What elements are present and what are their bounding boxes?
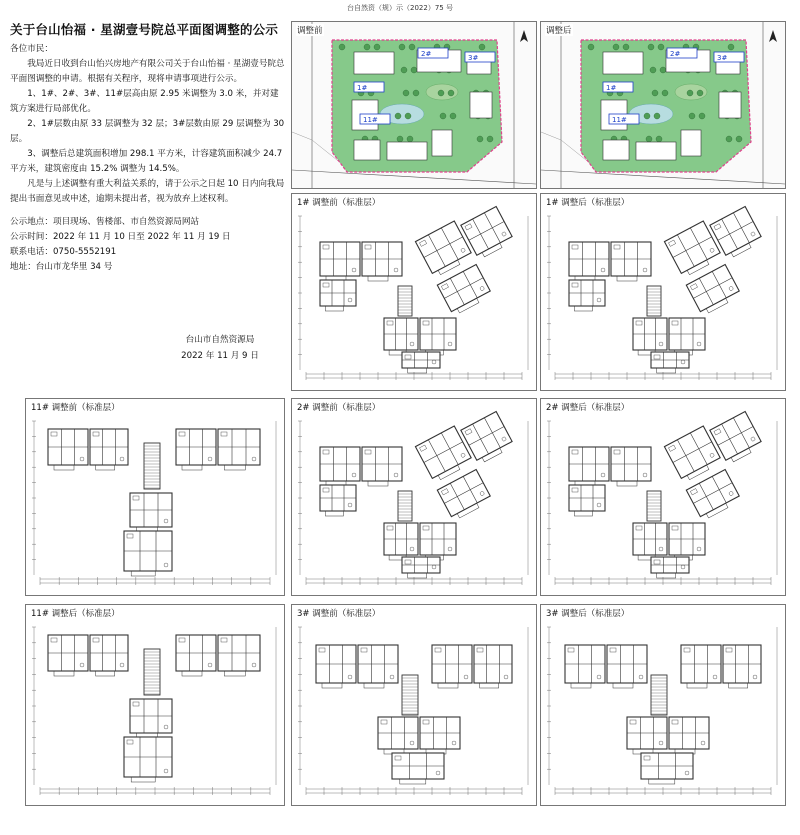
apartment-unit <box>362 447 402 486</box>
b11-after-panel <box>25 604 285 806</box>
stair-core <box>651 675 667 715</box>
site-building <box>603 52 643 74</box>
document-number: 台自然资（规）示（2022）75 号 <box>347 4 453 12</box>
notice-body <box>10 42 285 275</box>
notice-period: 公示时间：2022 年 11 月 10 日至 2022 年 11 月 19 日 <box>10 232 231 242</box>
site-plan-after-drawing <box>541 22 785 188</box>
stair-core <box>402 675 418 715</box>
apartment-unit <box>611 242 651 281</box>
item-2: 2、1#层数由原 33 层调整为 32 层；3#层数由原 29 层调整为 30 层。 <box>10 119 285 144</box>
item-1: 1、1#、2#、3#、11#层高由原 2.95 米调整为 3.0 米，并对建筑方案进行局部优化。 <box>10 89 279 114</box>
stair-core <box>398 491 412 521</box>
building-tag: 3# <box>717 54 728 62</box>
apartment-unit <box>669 318 705 355</box>
apartment-unit <box>402 557 440 578</box>
apartment-unit <box>565 645 605 688</box>
b3-before-label: 3# 调整前（标准层） <box>297 609 381 619</box>
building-tag: 1# <box>357 84 368 92</box>
contact-address: 地址：台山市龙华里 34 号 <box>10 262 113 272</box>
building-tag: 1# <box>606 84 617 92</box>
b3-before-panel <box>291 604 537 806</box>
site-building <box>432 130 452 156</box>
b2-before-panel <box>291 398 537 596</box>
signature-date: 2022 年 11 月 9 日 <box>181 351 259 361</box>
notice-title: 关于台山怡福 · 星湖壹号院总平面图调整的公示 <box>10 22 279 37</box>
apartment-unit <box>681 645 721 688</box>
contact-phone: 联系电话：0750-5552191 <box>10 247 117 257</box>
b11-before-label: 11# 调整前（标准层） <box>31 403 120 413</box>
b11-after-label: 11# 调整后（标准层） <box>31 609 120 619</box>
stair-core <box>144 443 160 489</box>
building-tag: 11# <box>612 116 627 124</box>
apartment-unit <box>124 737 172 782</box>
site-building <box>636 142 676 160</box>
site-building <box>603 140 629 160</box>
b2-after-floor-plan <box>541 399 785 595</box>
b3-after-floor-plan <box>541 605 785 805</box>
intro-paragraph: 我局近日收到台山怡兴房地产有限公司关于台山怡福 · 星湖壹号院总平面图调整的申请。根据有关程序，现将申请事项进行公示。 <box>10 59 285 84</box>
site-building <box>354 52 394 74</box>
apartment-unit <box>90 635 128 676</box>
apartment-unit <box>378 717 418 754</box>
apartment-unit <box>641 753 693 784</box>
apartment-unit <box>611 447 651 486</box>
apartment-unit <box>384 318 418 355</box>
apartment-unit <box>402 352 440 373</box>
apartment-unit <box>320 242 360 281</box>
signature-org: 台山市自然资源局 <box>185 335 255 345</box>
apartment-unit <box>130 699 172 738</box>
b1-before-panel <box>291 193 537 391</box>
apartment-unit <box>569 242 609 281</box>
stair-core <box>144 649 160 695</box>
b1-after-panel <box>540 193 786 391</box>
b11-after-floor-plan <box>26 605 284 805</box>
b3-after-label: 3# 调整后（标准层） <box>546 609 630 619</box>
building-tag: 3# <box>468 54 479 62</box>
apartment-unit <box>358 645 398 688</box>
apartment-unit <box>432 645 472 688</box>
apartment-unit <box>384 523 418 560</box>
b1-before-label: 1# 调整前（标准层） <box>297 198 381 208</box>
site-plan-after-label: 调整后 <box>546 26 572 36</box>
apartment-unit <box>176 429 216 470</box>
apartment-unit <box>320 280 356 311</box>
b2-after-panel <box>540 398 786 596</box>
stair-core <box>398 286 412 316</box>
stair-core <box>647 286 661 316</box>
site-building <box>387 142 427 160</box>
b1-after-label: 1# 调整后（标准层） <box>546 198 630 208</box>
apartment-unit <box>633 318 667 355</box>
apartment-unit <box>474 645 512 688</box>
apartment-unit <box>651 557 689 578</box>
building-tag: 2# <box>421 50 432 58</box>
b2-before-label: 2# 调整前（标准层） <box>297 403 381 413</box>
item-3: 3、调整后总建筑面积增加 298.1 平方米，计容建筑面积减少 24.7 平方米，建筑密度由 15.2% 调整为 14.5%。 <box>10 149 283 174</box>
b1-before-floor-plan <box>292 194 536 390</box>
apartment-unit <box>320 447 360 486</box>
apartment-unit <box>130 493 172 532</box>
site-plan-before-drawing <box>292 22 536 188</box>
b3-before-floor-plan <box>292 605 536 805</box>
b11-before-floor-plan <box>26 399 284 595</box>
apartment-unit <box>48 635 88 676</box>
site-plan-before-panel <box>291 21 537 189</box>
apartment-unit <box>420 523 456 560</box>
apartment-unit <box>420 717 460 754</box>
b1-after-floor-plan <box>541 194 785 390</box>
site-building <box>470 92 492 118</box>
apartment-unit <box>124 531 172 576</box>
apartment-unit <box>320 485 356 516</box>
apartment-unit <box>569 280 605 311</box>
apartment-unit <box>607 645 647 688</box>
b3-after-panel <box>540 604 786 806</box>
site-plan-after-panel <box>540 21 786 189</box>
notice-location: 公示地点：项目现场、售楼部、市自然资源局网站 <box>10 217 200 227</box>
apartment-unit <box>723 645 761 688</box>
site-building <box>681 130 701 156</box>
salutation: 各位市民： <box>10 44 53 54</box>
apartment-unit <box>569 447 609 486</box>
b2-before-floor-plan <box>292 399 536 595</box>
apartment-unit <box>362 242 402 281</box>
site-building <box>719 92 741 118</box>
building-tag: 11# <box>363 116 378 124</box>
apartment-unit <box>420 318 456 355</box>
apartment-unit <box>48 429 88 470</box>
site-plan-before-label: 调整前 <box>297 26 323 36</box>
apartment-unit <box>316 645 356 688</box>
apartment-unit <box>90 429 128 470</box>
b2-after-label: 2# 调整后（标准层） <box>546 403 630 413</box>
apartment-unit <box>392 753 444 784</box>
objection-paragraph: 凡是与上述调整有重大利益关系的，请于公示之日起 10 日内向我局提出书面意见或申述，逾期未提出者，视为放弃上述权利。 <box>10 179 285 204</box>
b11-before-panel <box>25 398 285 596</box>
apartment-unit <box>669 717 709 754</box>
apartment-unit <box>627 717 667 754</box>
apartment-unit <box>633 523 667 560</box>
apartment-unit <box>218 635 260 676</box>
building-tag: 2# <box>670 50 681 58</box>
apartment-unit <box>176 635 216 676</box>
site-building <box>354 140 380 160</box>
stair-core <box>647 491 661 521</box>
apartment-unit <box>218 429 260 470</box>
apartment-unit <box>569 485 605 516</box>
apartment-unit <box>651 352 689 373</box>
apartment-unit <box>669 523 705 560</box>
